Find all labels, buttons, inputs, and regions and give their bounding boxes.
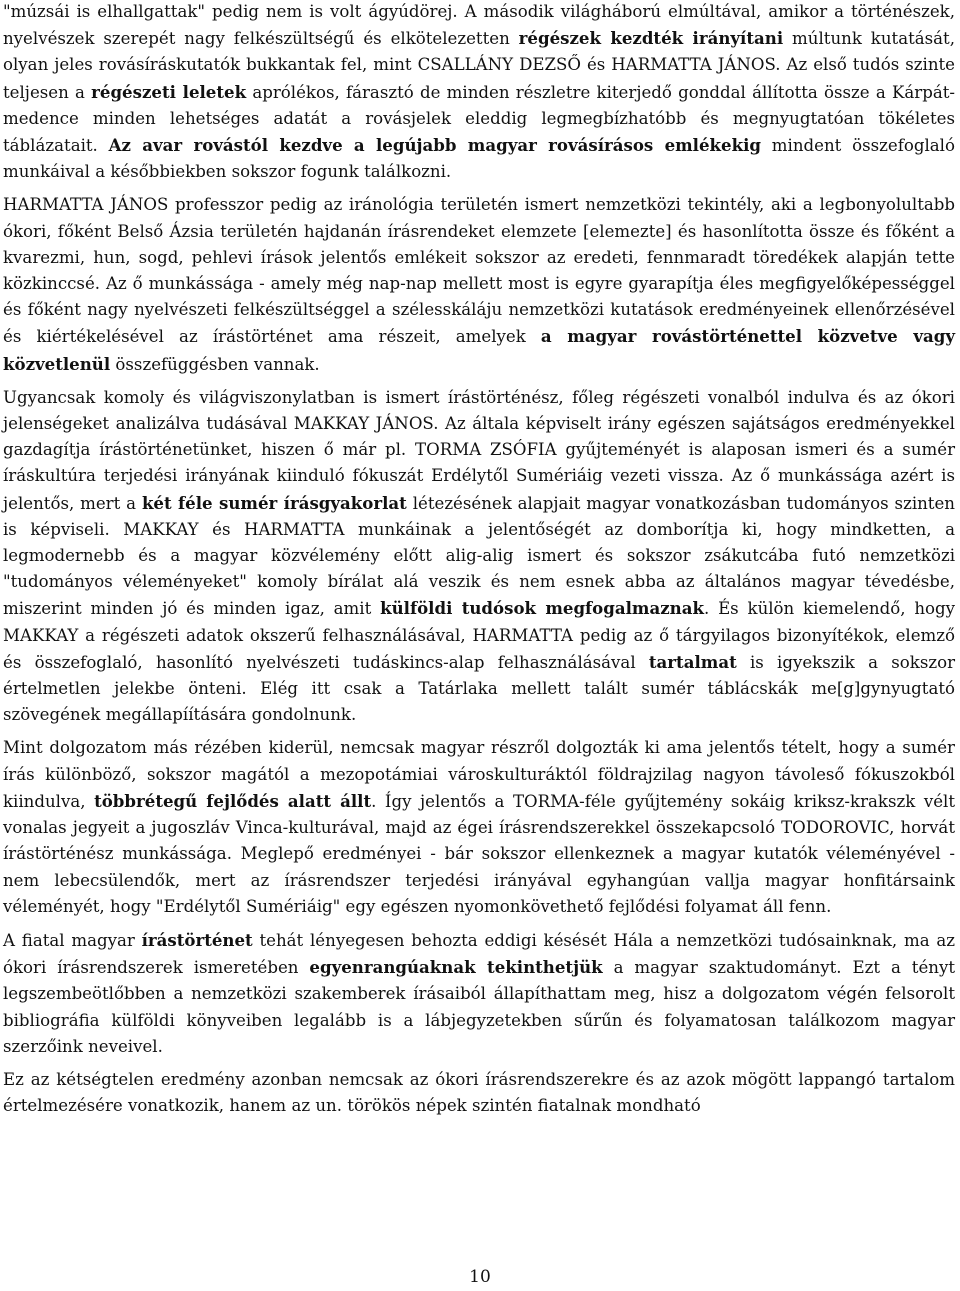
text-run: is igyekszik a sokszor értelmetlen jelekbe önteni. Elég itt csak a Tatárlaka mellett talált sumér táblácskák me[g]gynyugtató szövegének megállapíítására gondolnunk. [3,652,955,725]
emphasized-text: külföldi tudósok megfogalmaznak [380,598,704,619]
text-run: A fiatal magyar [3,930,142,950]
text-run: a magyar szaktudományt. Ezt a tényt legszembeötlőbben a nemzetközi szakemberek írásaiból állapíthattam meg, hisz a dolgozatom végén felsorolt bibliográfia külföldi könyveiben legalább is a lábjegyzetekben sűrűn és folyamatosan találkozom magyar szerzőink neveivel. [3,958,955,1056]
paragraph [3,0,955,185]
text-run: tehát lényegesen behozta eddigi késését Hála a nemzetközi tudósainknak, ma az ókori írásrendszerek ismeretében [3,930,956,978]
paragraph [3,735,955,919]
emphasized-text: régészeti leletek [91,81,247,102]
text-run: "múzsái is elhallgattak" pedig nem is volt ágyúdörej. A második világháború elmúltával, amikor a történészek, nyelvészek szerepét nagy felkészültségű és elkötelezetten [3,2,955,49]
paragraph [3,385,955,729]
paragraph [3,1067,955,1119]
document-page [3,0,955,1126]
text-run: . Így jelentős a TORMA-féle gyűjtemény sokáig kriksz-krakszk vélt vonalas jegyeit a jugoszláv Vinca-kulturával, majd az égei írásrendszerekkel összekapcsoló TODOROVIC, horvát írástörténész munkássága. Meglepő eredményei - bár sokszor ellenkeznek a magyar kutatók véleményével - nem lebecsülendők, mert az írásrendszer terjedési irányával egyhangúan vallja magyar honfitársaink véleményét, hogy "Erdélytől Sumériáig" egy egészen nyomonkövethető fejlődési folyamat áll fenn. [3,791,955,916]
paragraph [3,192,955,377]
text-run: múltunk kutatását, olyan jeles rovásíráskutatók bukkantak fel, mint CSALLÁNY DEZSŐ és HARMATTA JÁNOS. Az első tudós szinte teljesen a [3,29,955,102]
emphasized-text: régészek kezdték irányítani [518,28,784,49]
text-run: aprólékos, fárasztó de minden részletre kiterjedő gonddal állította össze a Kárpát-medence minden lehetséges adatát a rovásjelek eleddig legmegbízhatóbb és megnyugtatóan tökéletes táblázatait. [3,82,955,156]
text-run: létezésének alapjait magyar vonatkozásban tudományos szinten is képviseli. MAKKAY és HARMATTA munkáinak a jelentőségét az domborítja ki, hogy mindketten, a legmodernebb és a magyar közvélemény előtt alig-alig ismert és sokszor zsákutcába futó nemzetközi "tudományos véleményeket" komoly bírálat alá veszik és nem esnek abba az általános magyar tévedésbe, miszerint minden jó és minden igaz, amit [3,493,955,619]
text-run: Ugyancsak komoly és világviszonylatban is ismert írástörténész, főleg régészeti vonalból indulva és az ókori jelenségeket analizálva tudásával MAKKAY JÁNOS. Az általa képviselt irány egészen sajátságos eredményekkel gazdagítja írástörténetünket, hiszen ő már pl. TORMA ZSÓFIA gyűjteményét is alaposan ismeri és a sumér íráskultúra terjedési irányának kiinduló fókuszát Erdélytől Sumériáig vezeti vissza. Az ő munkássága azért is jelentős, mert a [3,387,955,513]
text-run: . És külön kiemelendő, hogy MAKKAY a régészeti adatok okszerű felhasználásával, HARMATTA pedig az ő tárgyilagos bizonyítékok, elemző és összefoglaló, hasonlító nyelvészeti tudáskincs-alap felhasználásával [3,599,955,672]
text-run: mindent összefoglaló munkáival a későbbiekben sokszor fogunk találkozni. [3,136,955,182]
emphasized-text: többrétegű fejlődés alatt állt [94,790,372,811]
text-run: összefüggésben vannak. [110,354,320,374]
paragraph [3,927,955,1060]
text-run: Mint dolgozatom más rézében kiderül, nemcsak magyar részről dolgozták ki ama jelentős tételt, hogy a sumér írás különböző, sokszor magától a mezopotámiai városkulturáktól földrajzilag nagyon távoleső fókuszokból kiindulva, [3,738,955,811]
emphasized-text: tartalmat [648,651,737,672]
text-run: HARMATTA JÁNOS professzor pedig az iránológia területén ismert nemzetközi tekintély, aki a legbonyolultabb ókori, főként Belső Ázsia területén hajdanán írásrendeket elemzete [elemezte] és hasonlította össze és főként a kvarezmi, hun, sogd, pehlevi írások jelentős emlékeit sokszor az eredeti, fennmaradt töredékek alapján tette közkinccsé. Az ő munkássága - amely még nap-nap mellett most is egyre gyarapítja éles megfigyelőképességgel és főként nagy nyelvészeti felkészültséggel a szélesskáláju nemzetközi kutatások eredményeinek ellenőrzésével és kiértékelésével az írástörténet ama részeit, amelyek [3,195,955,347]
text-run: Ez az kétségtelen eredmény azonban nemcsak az ókori írásrendszerekre és az azok mögött lappangó tartalom értelmezésére vonatkozik, hanem az un. törökös népek szintén fiatalnak mondható [3,1069,955,1116]
emphasized-text: a magyar rovástörténettel közvetve vagy közvetlenül [3,326,955,374]
emphasized-text: írástörténet [141,929,253,950]
emphasized-text: egyenrangúaknak tekinthetjük [309,957,603,978]
emphasized-text: két féle sumér írásgyakorlat [141,492,407,513]
emphasized-text: Az avar rovástól kezdve a legújabb magyar rovásírásos emlékekig [108,135,761,156]
page-number: 10 [469,1267,491,1287]
